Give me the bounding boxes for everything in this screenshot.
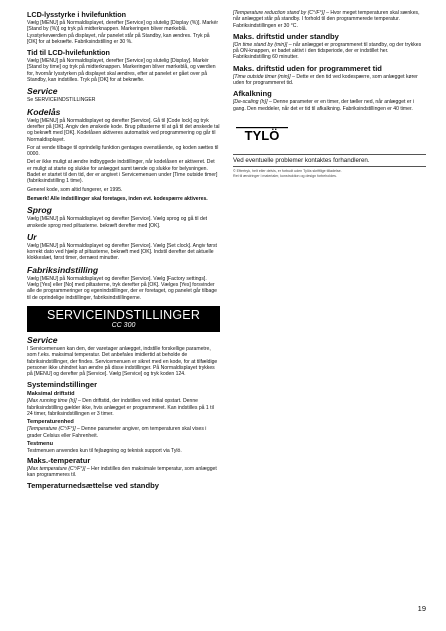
section-title-service: Service: [27, 86, 58, 97]
section-title-lcd-brightness: LCD-lysstyrke i hvilefunktion: [27, 10, 127, 19]
section-title-factory-settings: Fabriksindstilling: [27, 264, 99, 275]
paragraph-language: Vælg [MENU] på Normaldisplayet og derefter [Service]. Vælg sprog og gå til det ønskede sprog med piltasterne. bekræft derefter med [OK].: [27, 216, 208, 229]
page-number: 19: [417, 604, 426, 613]
subtitle-temperature-unit: Temperaturenhed: [27, 419, 74, 426]
text-max-time-standby: – når anlægget er programmeret til standby, og der trykkes på ON-knappen, er badet aktivt i den tidsperiode, der er indstillet her. Fabriksindstilling 60 minutter.: [233, 41, 422, 61]
param-temp-reduction-standby: [Temperature reduction stand by (C°/F°)]: [233, 10, 325, 16]
section-title-time-outside-timer: Maks. driftstid uden for programmeret tid: [233, 63, 382, 73]
text-descaling: – Denne parameter er en timer, der tæller ned, når anlægget er i gang. Den meddeler, når det er tid til afkalkning. Fabriksindstillingen er 40 timer.: [233, 99, 414, 112]
text-max-temperature: – Her indstilles den maksimale temperatur, som anlægget kan programmeres til.: [27, 466, 217, 479]
param-temperature-unit: [Temperature (C°/F°)]: [27, 426, 76, 433]
paragraph-lcd-standby-time: Vælg [MENU] på Normaldisplayet, derefter [Service] og slutelig [Display]. Markér [Stand by time] og tryk på midterknappen. Markeringen bliver mørkeblå, og værdien for, hvornår lysstyrken på displayet skal ændres, efter at panelet er gået over på Standby, kan indstilles. Tryk på [OK] for at bekræfte.: [27, 58, 216, 84]
paragraph-service-settings: I Servicemenuen kan den, der varetager anlægget, indstille forskellige parametre, som f.eks. maksimal temperatur. Det anbefales imidlertid at beholde de fabriksindstillinger, der findes. Servicemenuen er sikret med en kode, for at tilfældige personer ikke uhindret kan ændre på disse indstillinger. På Normaldisplayet trykkes på [MENU] og derefter på [Service]. Vælg [Service] og tryk koden 124.: [27, 345, 218, 378]
paragraph-max-running-time: [27, 398, 220, 417]
code-lock-note: Bemærk! Alle indstillinger skal foretages, inden evt. kodespærre aktiveres.: [27, 195, 208, 202]
paragraph-temperature-unit: [27, 426, 220, 439]
text-temp-reduction-standby: – Hvor meget temperaturen skal sænkes, når anlægget står på standby. I forhold til den programmerede temperatur. Fabriksindstillingen er 30 °C.: [233, 10, 420, 29]
paragraph-descaling: [233, 99, 426, 112]
copyright-line-1: © Eftertryk, helt eller delvis, er forbudt uden Tylös skriftlige tilladelse.: [233, 169, 342, 174]
paragraph-clock: Vælg [MENU] på Normaldisplayet og derefter [Service]. Vælg [Set clock]. Angiv først korrekt dato ved hjælp af piltasterne, bekræft med [OK]. Indstil derefter det aktuelle klokkeslæt, først timer, dernæst minutter.: [27, 242, 217, 262]
footer-contact-text: Ved eventuelle problemer kontaktes forhandleren.: [233, 156, 370, 164]
section-title-descaling: Afkalkning: [233, 89, 272, 99]
paragraph-time-outside-timer: [233, 74, 426, 87]
subtitle-test-menu: Testmenu: [27, 440, 54, 447]
copyright-text: [233, 169, 426, 178]
paragraph-lcd-brightness: Vælg [MENU] på Normaldisplayet, derefter [Service] og slutelig [Display (%)]. Markér [Stand by (%)] og tryk på midterknappen. Markeringen bliver mørkeblå. Lysstyrkeværdien på displayet, når panelet står på Standby, kan ændres. Tryk på [OK] for at bekræfte. Fabriksindstilling er 30 %.: [27, 20, 219, 45]
param-descaling: [De-scaling (h)]: [233, 99, 268, 106]
section-title-temp-reduction-standby: Temperaturnedsættelse ved standby: [27, 480, 159, 490]
footer-divider: [233, 154, 426, 155]
section-title-max-time-standby: Maks. driftstid under standby: [233, 31, 339, 41]
banner-subtitle: CC 300: [111, 321, 136, 329]
copyright-line-2: Ret til ændringer i materialer, konstruktion og design forbeholdes.: [233, 173, 337, 178]
tylo-logo-mark: [236, 126, 288, 142]
tylo-logo-text: TYLÖ: [244, 127, 280, 142]
section-title-language: Sprog: [27, 205, 52, 216]
paragraph-service-ref: Se SERVICEINDSTILLINGER: [27, 97, 96, 104]
paragraph-code-lock-3: Det er ikke muligt at ændre indbyggede indstillinger, når kodelåsen er aktiveret. Det er muligt at starte og slukke for anlægget samt tænde og slukke for belysningen. Badet er startet til den tid, der er angivet i Servicemenuen under [Time outside timer] (fabriksindstilling 1 time).: [27, 159, 218, 185]
footer-divider-2: [233, 166, 426, 167]
service-settings-banner: [27, 306, 220, 332]
paragraph-code-lock-2: For at vende tilbage til oprindelig funktion gentages ovenstående, og koden sættes til 0000.: [27, 144, 219, 158]
param-max-time-standby: [On time stand by (min)]: [233, 41, 288, 48]
paragraph-max-temperature: [27, 466, 220, 479]
text-time-outside-timer: – Dette er den tid ved kodespærre, som anlægget kører uden for programmeret tid.: [233, 73, 418, 87]
paragraph-max-time-standby: [233, 42, 426, 61]
text-max-running-time: – Den driftstid, der indstilles ved initial opstart. Denne fabriksindstilling gælder ikke, hvis anlægget er programmeret. Kan indstilles på 1 til 24 timer, fabriksindstillingen er 3 timer.: [27, 398, 214, 417]
text-temperature-unit: – Denne parameter angiver, om temperaturen skal vises i grader Celsius eller Fahrenheit.: [27, 426, 207, 439]
left-column: [27, 10, 220, 491]
param-time-outside-timer: [Time outside timer (min)]: [233, 73, 291, 80]
section-title-clock: Ur: [27, 231, 37, 242]
right-column: [233, 10, 426, 180]
paragraph-temp-reduction-standby: [233, 10, 426, 29]
paragraph-code-lock-4: Generel kode, som altid fungerer, er 1995.: [27, 186, 123, 193]
subtitle-max-running-time: Maksimal driftstid: [27, 391, 75, 398]
param-max-running-time: [Max running time (h)]: [27, 398, 77, 405]
section-title-code-lock: Kodelås: [27, 106, 61, 117]
paragraph-test-menu: Testmenuen anvendes kun til fejlsøgning og teknisk support via Tylö.: [27, 447, 182, 454]
param-max-temperature: [Max temperature (C°/F°)]: [27, 466, 86, 473]
banner-title: SERVICEINDSTILLINGER: [46, 307, 201, 322]
paragraph-factory-settings: Vælg [MENU] på Normaldisplayet og derefter [Service]. Vælg [Factory settings]. Vælg [Yes] eller [No] med piltasterne, tryk derefter på [OK]. Vælges [Yes] forsvinder alle de programmeringer og egenindstillinger, der er foretaget, og panelet går tilbage til de oprindelige indstillinger, fabriksindstillingerne.: [27, 275, 218, 301]
section-title-system-settings: Systemindstillinger: [27, 380, 98, 390]
tylo-logo: [236, 126, 426, 144]
section-title-lcd-standby-time: Tid til LCD-hvilefunktion: [27, 48, 110, 58]
section-title-max-temperature: Maks.-temperatur: [27, 456, 91, 466]
paragraph-code-lock-1: Vælg [MENU] på Normaldisplayet og derefter [Service]. Gå til [Code lock] og tryk derefter på [OK]. Angiv den ønskede kode. Brug piltasterne til at gå til det ønskede tal og bekræft med [OK]. Kodelåsen aktiveres automatisk ved programmering og går til Normaldisplayet.: [27, 117, 220, 143]
section-title-service-settings: Service: [27, 334, 58, 345]
